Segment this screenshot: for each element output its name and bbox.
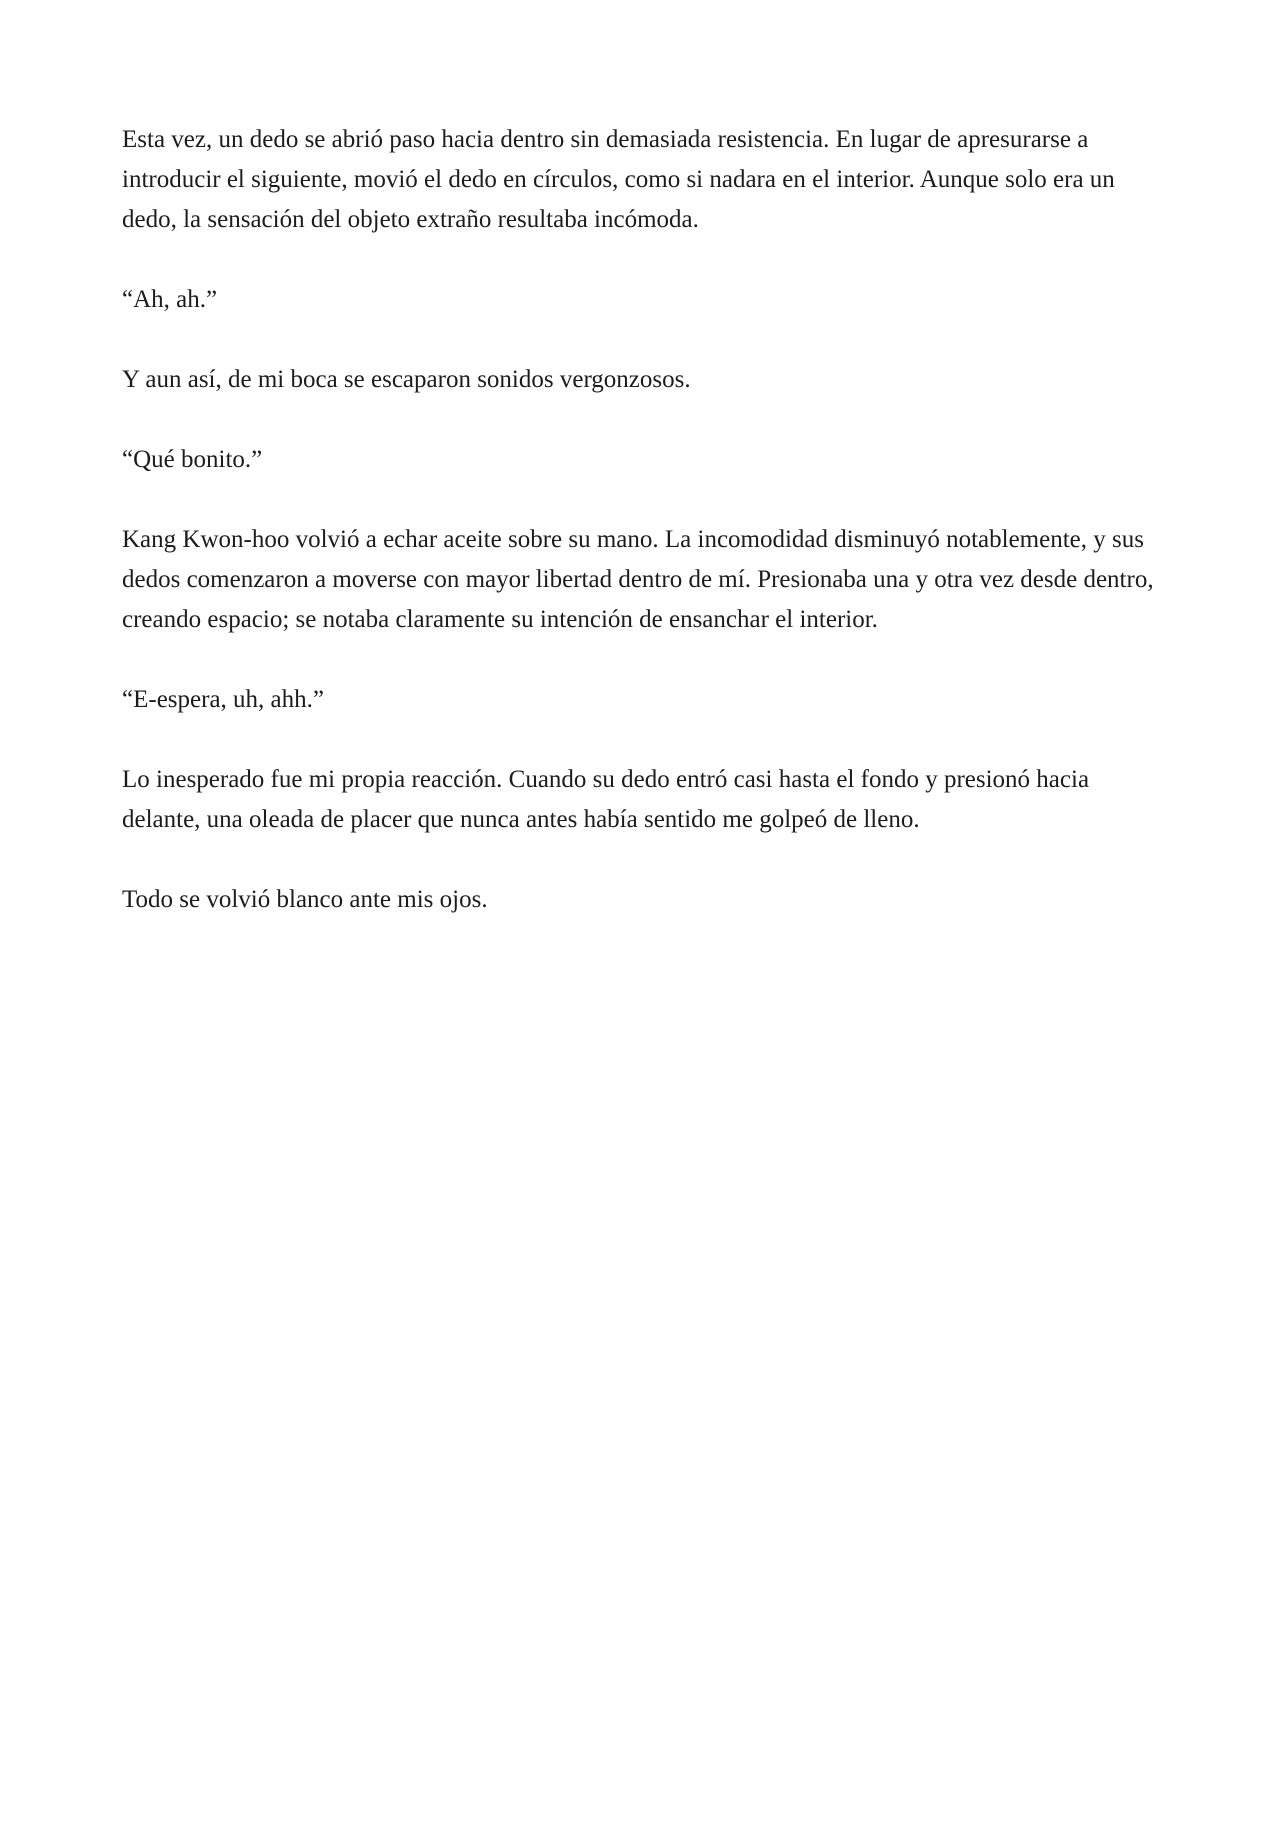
paragraph-3: Y aun así, de mi boca se escaparon sonidos vergonzosos. [122, 366, 691, 393]
paragraph-4-dialogue: “Qué bonito.” [122, 446, 263, 473]
paragraph-6-dialogue: “E-espera, uh, ahh.” [122, 686, 324, 713]
paragraph-7: Lo inesperado fue mi propia reacción. Cuando su dedo entró casi hasta el fondo y presionó hacia delante, una oleada de placer que nunca antes había sentido me golpeó de lleno. [122, 766, 1090, 833]
paragraph-2-dialogue: “Ah, ah.” [122, 286, 218, 313]
paragraph-8: Todo se volvió blanco ante mis ojos. [122, 886, 488, 913]
document-page [122, 120, 1162, 960]
paragraph-1: Esta vez, un dedo se abrió paso hacia dentro sin demasiada resistencia. En lugar de apresurarse a introducir el siguiente, movió el dedo en círculos, como si nadara en el interior. Aunque solo era un dedo, la sensación del objeto extraño resultaba incómoda. [122, 126, 1115, 233]
paragraph-5: Kang Kwon-hoo volvió a echar aceite sobre su mano. La incomodidad disminuyó notablemente, y sus dedos comenzaron a moverse con mayor libertad dentro de mí. Presionaba una y otra vez desde dentro, creando espacio; se notaba claramente su intención de ensanchar el interior. [122, 526, 1154, 633]
